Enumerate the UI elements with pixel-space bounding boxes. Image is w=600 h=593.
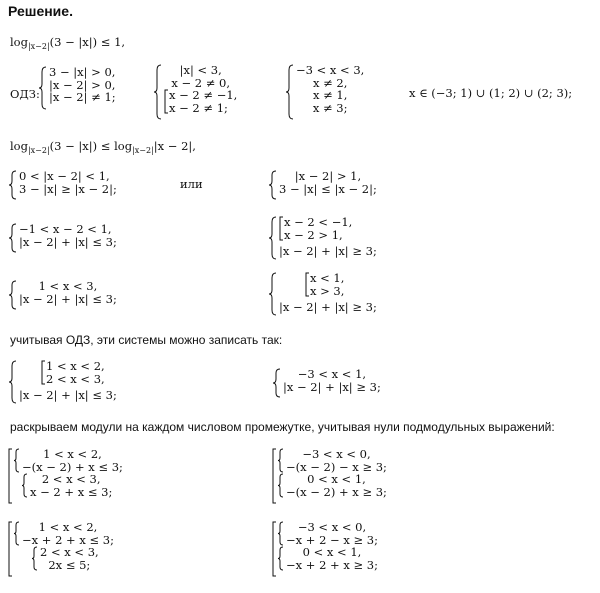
odz-applied-right [272,368,381,398]
system-row: |x − 2| ≠ 1; [49,90,116,104]
system-row: −1 < x − 2 < 1, [19,222,112,236]
system-row: |x − 2| + |x| ≤ 3; [19,291,117,306]
solution-title: Решение. [8,3,73,19]
curly-brace-icon [285,64,294,120]
aggregate-group [164,89,237,118]
left-system-a [8,170,117,200]
curly-brace-icon [268,170,277,200]
right-system-c [268,272,377,316]
odz-system-2 [153,64,237,120]
aggregate-row: x − 2 ≠ 1; [169,100,228,115]
curly-brace-icon [277,473,284,498]
curly-brace-icon [8,360,17,404]
system-row: 2x ≤ 5; [48,557,91,572]
aggregate-group [305,272,377,301]
system-row: x ≠ 1, [312,88,348,102]
system-row: 3 − |x| ≥ |x − 2|; [19,181,117,196]
system-row: −3 < x < 1, [297,367,367,381]
curly-brace-icon [13,521,20,546]
odz-result: x ∈ (−3; 1) ∪ (1; 2) ∪ (2; 3); [409,86,573,100]
odz-system-3 [285,64,364,120]
aggregate-row: 2 < x < 3, [46,371,105,386]
final-aggregate-left-1 [8,448,123,508]
system-row: 2 < x < 3, [41,472,101,486]
system-row: −x + 2 + x ≥ 3; [286,557,378,572]
final-aggregate-right-1 [272,448,387,508]
or-word: или [180,177,203,191]
curly-brace-icon [277,546,284,571]
system-row: −(x − 2) + x ≥ 3; [286,484,387,499]
system-row: |x − 2| > 0, [49,77,116,92]
system-row: |x − 2| + |x| ≥ 3; [283,379,381,394]
system-row: |x − 2| + |x| ≥ 3; [279,300,377,314]
system-group [277,546,378,571]
curly-brace-icon [21,473,28,498]
aggregate-row: x − 2 ≠ −1, [169,88,238,102]
system-row: −3 < x < 0, [302,447,371,461]
aggregate-row: x − 2 > 1, [284,227,343,242]
curly-brace-icon [8,170,17,200]
curly-brace-icon [31,546,38,571]
system-row: −x + 2 + x ≤ 3; [22,532,114,547]
curly-brace-icon [272,368,281,398]
aggregate-group [41,360,117,389]
curly-brace-icon [38,66,47,110]
odz-applied-left [8,360,117,404]
curly-brace-icon [8,280,17,310]
system-group [277,473,387,498]
system-group [277,448,387,473]
final-aggregate-left-2 [8,521,114,581]
inequality-line-1: $\log_{|x-2|}(3 - |x|) \le 1$, [10,35,126,51]
system-group [13,448,123,473]
system-row: |x − 2| > 1, [294,169,362,183]
system-row: −3 < x < 3, [296,63,365,77]
system-row: −x + 2 − x ≥ 3; [286,532,378,547]
system-group [13,521,114,546]
curly-brace-icon [268,272,277,316]
odz-label: ОДЗ: [10,87,40,101]
explanation-text-2: раскрываем модули на каждом числовом промежутке, учитывая нули подмодульных выражений: [10,420,555,434]
aggregate-row: 1 < x < 2, [46,359,105,373]
system-row: 3 − |x| > 0, [49,65,116,79]
odz-system-1 [38,66,116,110]
system-row: 0 < x < 1, [307,472,366,486]
aggregate-row: x − 2 < −1, [284,215,353,229]
curly-brace-icon [277,448,284,473]
system-row: −3 < x < 0, [297,520,367,534]
system-row: 3 − |x| ≤ |x − 2|; [279,181,377,196]
curly-brace-icon [268,216,277,260]
system-row: x ≠ 2, [312,75,348,90]
aggregate-group [279,216,377,245]
system-group [21,473,123,498]
system-group [277,521,378,546]
explanation-text-1: учитывая ОДЗ, эти системы можно записать так: [10,333,283,347]
system-group [31,546,114,571]
curly-brace-icon [13,448,20,473]
system-row: 1 < x < 2, [38,520,98,534]
right-system-b [268,216,377,260]
system-row: −(x − 2) − x ≥ 3; [286,459,387,474]
system-row: 0 < |x − 2| < 1, [19,169,110,183]
system-row: 2 < x < 3, [40,545,99,559]
curly-brace-icon [153,64,162,120]
aggregate-row: x < 1, [310,271,345,285]
right-system-a [268,170,377,200]
system-row: |x − 2| + |x| ≥ 3; [279,244,377,258]
system-row: 0 < x < 1, [302,545,362,559]
system-row: x − 2 + x ≤ 3; [30,484,113,499]
left-system-b [8,223,117,253]
system-row: |x − 2| + |x| ≤ 3; [19,388,117,402]
system-row: |x| < 3, [179,63,222,77]
system-row: |x − 2| + |x| ≤ 3; [19,234,117,249]
left-system-c [8,280,117,310]
curly-brace-icon [277,521,284,546]
system-row: −(x − 2) + x ≤ 3; [22,459,123,474]
system-row: 1 < x < 3, [38,279,98,293]
aggregate-row: x > 3, [310,283,345,298]
system-row: 1 < x < 2, [43,447,102,461]
inequality-line-2: $\log_{|x-2|}(3 - |x|) \le \log_{|x-2|}|x - 2|$, [10,139,196,155]
system-row: x ≠ 3; [312,100,348,115]
system-row: x − 2 ≠ 0, [171,75,230,90]
curly-brace-icon [8,223,17,253]
final-aggregate-right-2 [272,521,378,581]
